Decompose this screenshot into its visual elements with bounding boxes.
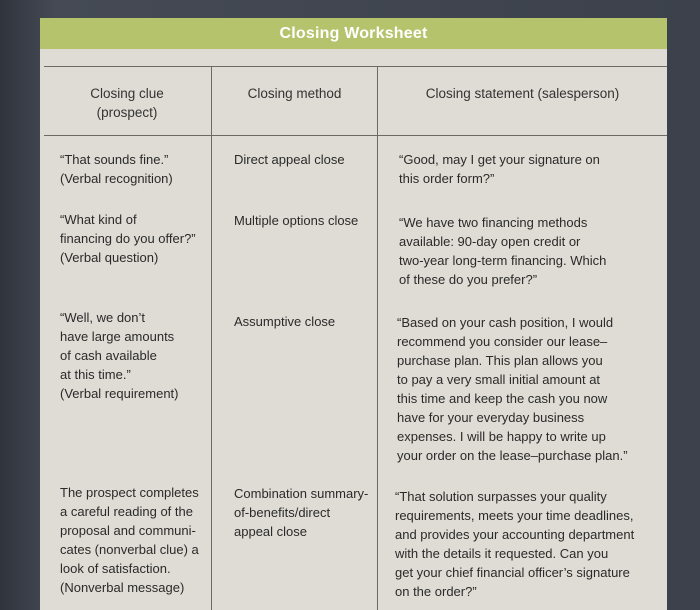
row-4-statement: “That solution surpasses your quality requirements, meets your time deadlines, and provides your accounting department with the details it requested. Can you get your chief financial officer’s signature on the order?” — [395, 489, 635, 599]
header-closing-method: Closing method — [247, 86, 342, 101]
row-1-clue: “That sounds fine.” (Verbal recognition) — [60, 152, 173, 186]
header-top-rule — [44, 66, 667, 67]
row-2-method: Multiple options close — [234, 213, 359, 228]
header-closing-statement: Closing statement (salesperson) — [425, 86, 620, 101]
row-4-clue: The prospect completes a careful reading of the proposal and communi- cates (nonverbal clue) a look of satisfaction. (Nonverbal message) — [60, 485, 199, 595]
row-2-statement: “We have two financing methods available: 90-day open credit or two-year long-term financing. Which of these do you prefer?” — [399, 215, 607, 287]
column-divider-2 — [377, 66, 378, 610]
row-3-statement: “Based on your cash position, I would recommend you consider our lease– purchase plan. This plan allows you to pay a very small initial amount at this time and keep the cash you now have for your everyday business expenses. I will be happy to write up your order on the lease–purchase plan.” — [397, 315, 628, 463]
row-3-clue: “Well, we don’t have large amounts of cash available at this time.” (Verbal requirement) — [60, 310, 179, 401]
closing-worksheet — [40, 18, 667, 610]
row-1-method: Direct appeal close — [234, 152, 345, 167]
header-bottom-rule — [44, 135, 667, 136]
worksheet-title-bar — [40, 18, 667, 49]
column-divider-1 — [211, 66, 212, 610]
worksheet-title: Closing Worksheet — [279, 24, 428, 42]
row-2-clue: “What kind of financing do you offer?” (Verbal question) — [60, 212, 196, 265]
header-closing-clue: Closing clue (prospect) — [90, 86, 164, 120]
row-1-statement: “Good, may I get your signature on this order form?” — [399, 152, 600, 186]
row-3-method: Assumptive close — [234, 314, 336, 329]
row-4-method: Combination summary- of-benefits/direct appeal close — [234, 486, 369, 539]
